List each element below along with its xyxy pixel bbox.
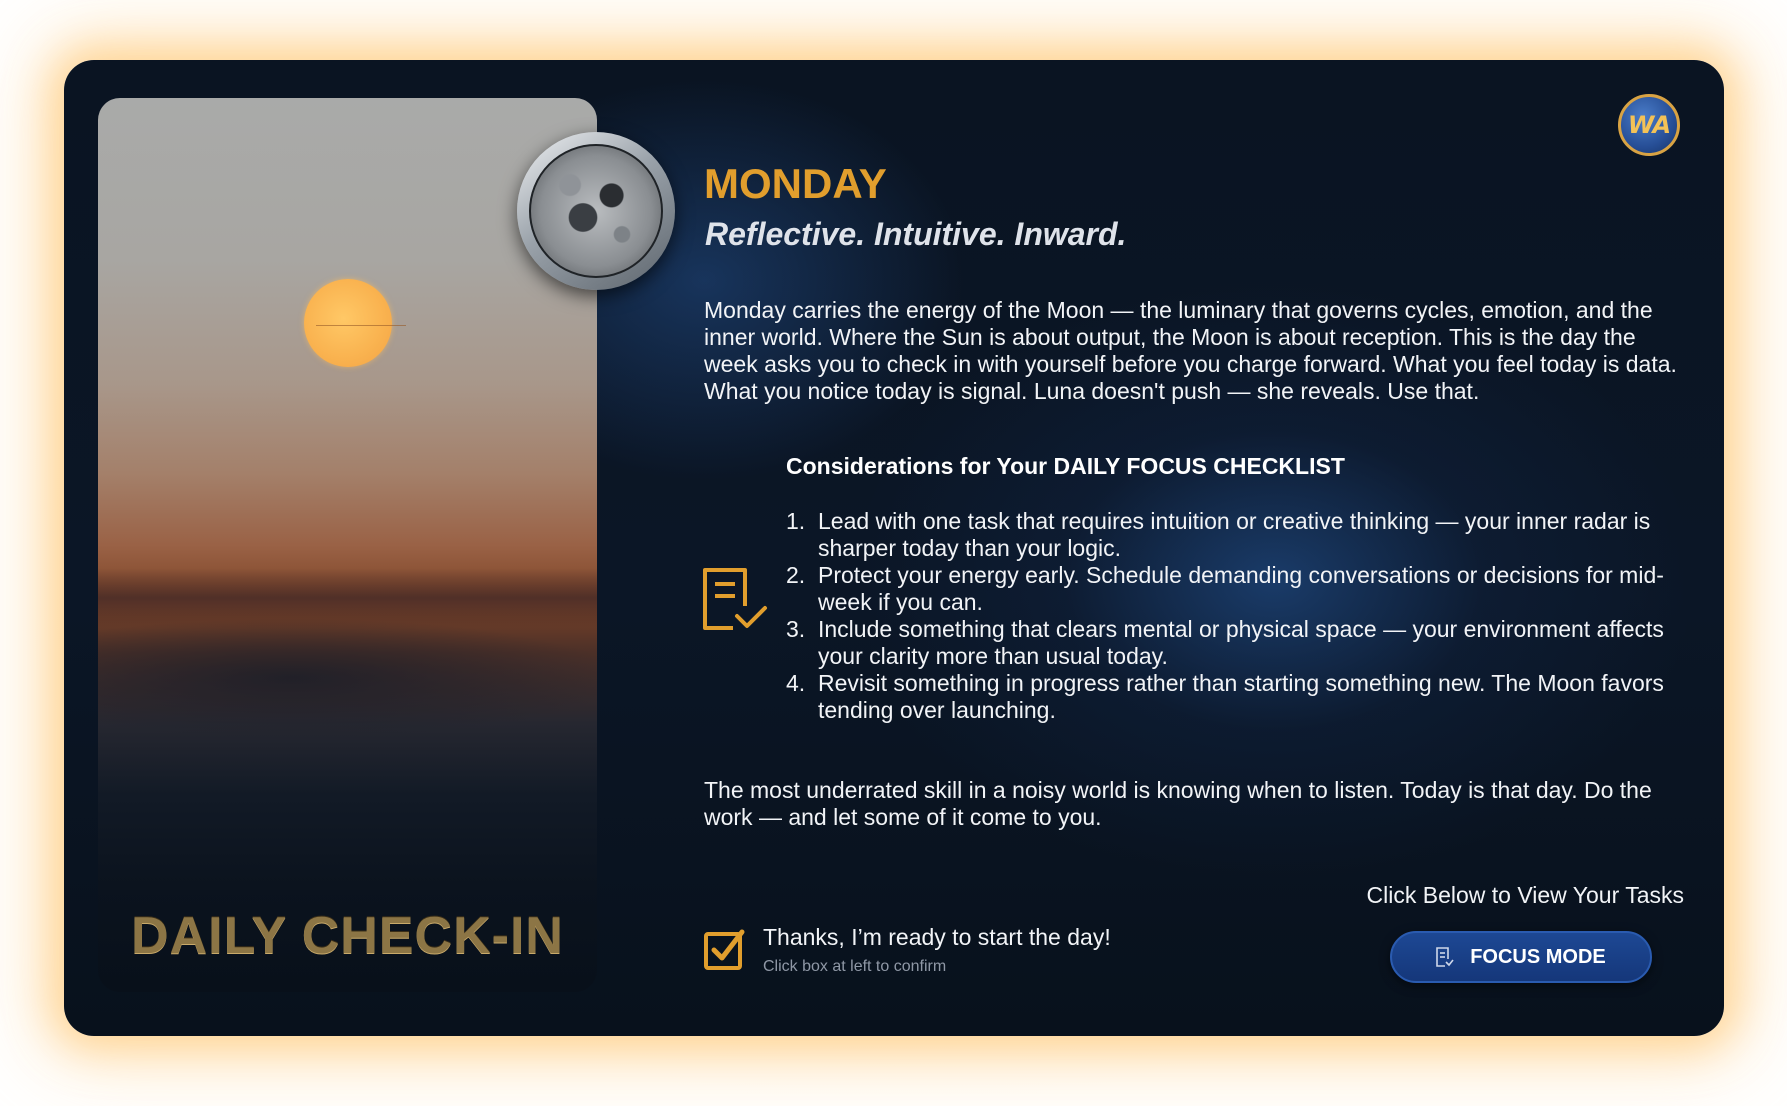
checklist (786, 508, 1686, 724)
checklist-item-number: 4. (786, 670, 806, 696)
checklist-item-number: 2. (786, 562, 806, 588)
logo-text: WA (1627, 111, 1671, 139)
checklist-item (786, 508, 1686, 562)
intro-paragraph: Monday carries the energy of the Moon — the luminary that governs cycles, emotion, and the inner world. Where the Sun is about output, the Moon is about reception. This is the day the week asks you to check in with yourself before you charge forward. What you feel today is data. What you notice today is signal. Luna doesn't push — she reveals. Use that. (704, 297, 1677, 404)
checklist-item (786, 562, 1686, 616)
document-icon (1436, 947, 1454, 967)
mountain-silhouette (98, 618, 597, 738)
moon-icon (517, 132, 675, 290)
brand-logo[interactable] (1618, 94, 1680, 156)
focus-mode-label: FOCUS MODE (1470, 945, 1606, 968)
focus-mode-button[interactable] (1390, 931, 1652, 983)
ready-confirm-text: Thanks, I’m ready to start the day! (763, 924, 1111, 950)
tasks-cta-label: Click Below to View Your Tasks (1366, 882, 1684, 908)
daily-checkin-title: DAILY CHECK-IN (131, 907, 564, 965)
checklist-icon (701, 566, 771, 634)
checklist-item-text: Revisit something in progress rather than starting something new. The Moon favors tending over launching. (818, 670, 1664, 723)
checklist-item-text: Include something that clears mental or physical space — your environment affects your clarity more than usual today. (818, 616, 1664, 669)
rising-moon-disc (304, 279, 392, 367)
moon-surface (529, 144, 663, 278)
daily-checkin-card (64, 60, 1724, 1036)
checklist-item (786, 616, 1686, 670)
ready-checkbox[interactable] (704, 928, 746, 970)
checklist-item-text: Lead with one task that requires intuition or creative thinking — your inner radar is sharper today than your logic. (818, 508, 1651, 561)
ready-confirm-hint: Click box at left to confirm (763, 958, 947, 975)
checklist-heading: Considerations for Your DAILY FOCUS CHECKLIST (786, 453, 1345, 479)
checklist-item-text: Protect your energy early. Schedule demanding conversations or decisions for mid-week if you can. (818, 562, 1664, 615)
checklist-item-number: 1. (786, 508, 806, 534)
checklist-item (786, 670, 1686, 724)
day-title: MONDAY (704, 160, 887, 207)
closing-paragraph: The most underrated skill in a noisy world is knowing when to listen. Today is that day. Do the work — and let some of it come to you. (704, 777, 1652, 830)
day-tagline: Reflective. Intuitive. Inward. (705, 216, 1127, 252)
checklist-item-number: 3. (786, 616, 806, 642)
